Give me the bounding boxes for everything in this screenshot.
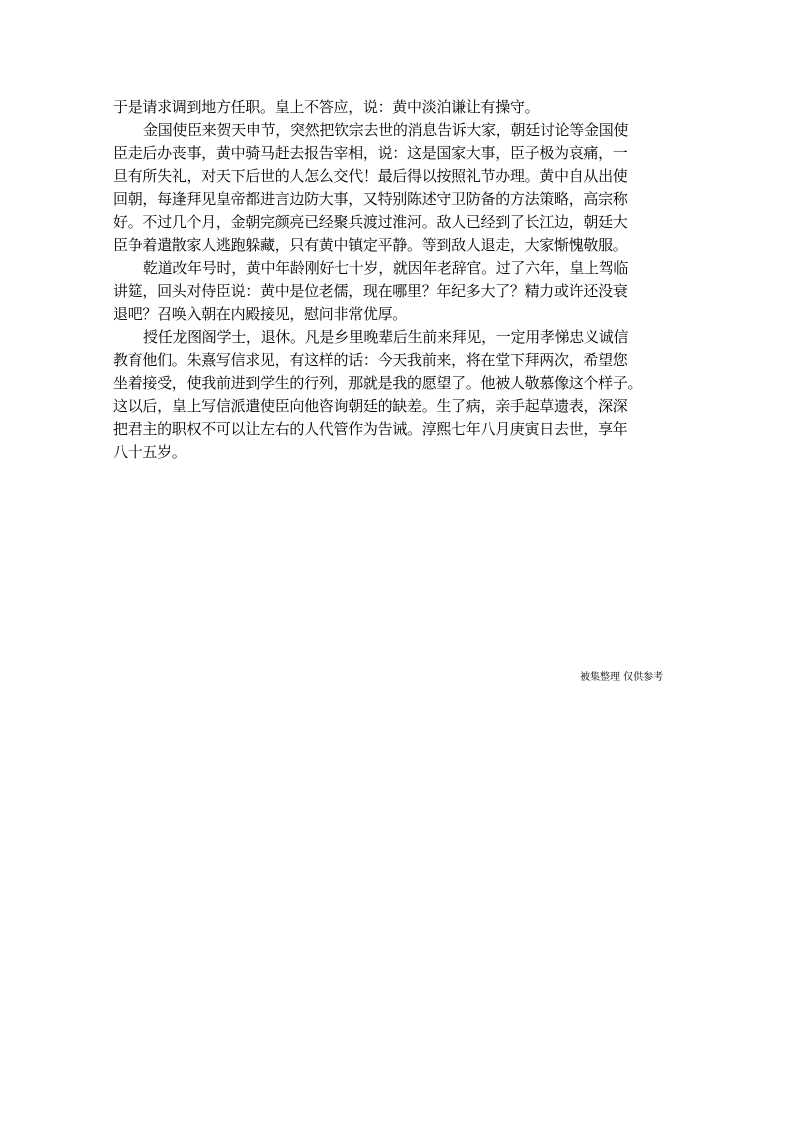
text-line: 教育他们。朱熹写信求见，有这样的话：今天我前来，将在堂下拜两次，希望您 — [113, 351, 628, 369]
text-line: 授任龙图阁学士，退休。凡是乡里晚辈后生前来拜见，一定用孝悌忠义诚信 — [143, 328, 629, 346]
text-line: 坐着接受，使我前进到学生的行列，那就是我的愿望了。他被人敬慕像这个样子。 — [113, 374, 643, 392]
text-line: 这以后，皇上写信派遣使臣向他咨询朝廷的缺差。生了病，亲手起草遗表，深深 — [113, 397, 628, 415]
text-line: 好。不过几个月，金朝完颜亮已经聚兵渡过淮河。敌人已经到了长江边，朝廷大 — [113, 213, 628, 231]
text-line: 回朝，每逢拜见皇帝都进言边防大事，又特别陈述守卫防备的方法策略，高宗称 — [113, 190, 628, 208]
text-line: 讲筵，回头对侍臣说：黄中是位老儒，现在哪里？年纪多大了？精力或许还没衰 — [113, 282, 628, 300]
document-body — [113, 96, 685, 464]
text-line: 臣争着遣散家人逃跑躲藏，只有黄中镇定平静。等到敌人退走，大家惭愧敬服。 — [113, 236, 628, 254]
text-line: 臣走后办丧事，黄中骑马赶去报告宰相，说：这是国家大事，臣子极为哀痛，一 — [113, 144, 628, 162]
text-line: 金国使臣来贺天申节，突然把钦宗去世的消息告诉大家，朝廷讨论等金国使 — [143, 121, 629, 139]
footer-note: 被集整理 仅供参考 — [580, 672, 664, 683]
text-line: 于是请求调到地方任职。皇上不答应，说：黄中淡泊谦让有操守。 — [113, 98, 540, 116]
text-line: 旦有所失礼，对天下后世的人怎么交代！最后得以按照礼节办理。黄中自从出使 — [113, 167, 628, 185]
text-line: 退吧？召唤入朝在内殿接见，慰问非常优厚。 — [113, 305, 408, 323]
text-line: 乾道改年号时，黄中年龄刚好七十岁，就因年老辞官。过了六年，皇上驾临 — [143, 259, 629, 277]
text-line: 把君主的职权不可以让左右的人代管作为告诫。淳熙七年八月庚寅日去世，享年 — [113, 420, 628, 438]
text-line: 八十五岁。 — [113, 443, 187, 461]
